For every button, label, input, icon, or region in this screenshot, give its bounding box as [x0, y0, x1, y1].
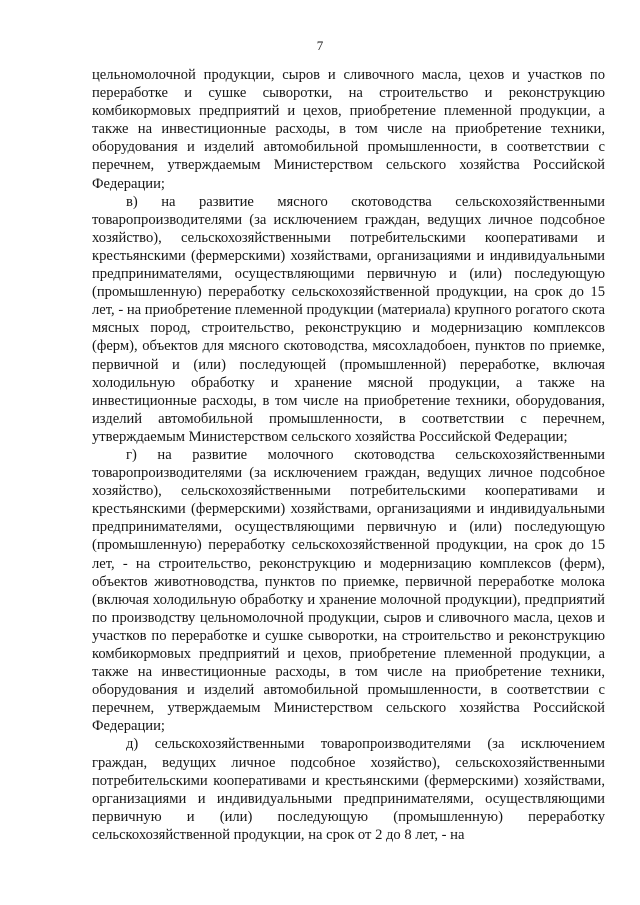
body-text: [92, 66, 605, 844]
paragraph-continuation: цельномолочной продукции, сыров и сливочного масла, цехов и участков по переработке и сушке сыворотки, на строительство и реконструкцию комбикормовых предприятий и цехов, приобретение племенной продукции, а также на инвестиционные расходы, в том числе на приобретение техники, оборудования и изделий автомобильной промышленности, в соответствии с перечнем, утверждаемым Министерством сельского хозяйства Российской Федерации;: [92, 67, 605, 192]
paragraph-item-v: в) на развитие мясного скотоводства сельскохозяйственными товаропроизводителями (за исключением граждан, ведущих личное подсобное хозяйство), сельскохозяйственными потребительскими кооперативами и крестьянскими (фермерскими) хозяйствами, организациями и индивидуальными предпринимателями, осуществляющими первичную и (или) последующую (промышленную) переработку сельскохозяйственной продукции, на срок до 15 лет, - на приобретение племенной продукции (материала) крупного рогатого скота мясных пород, строительство, реконструкцию и модернизацию комплексов (ферм), объектов для мясного скотоводства, мясохладобоен, пунктов по приемке, первичной и (или) последующей (промышленной) переработке, включая холодильную обработку и хранение мясной продукции, а также на инвестиционные расходы, в том числе на приобретение техники, оборудования, изделий автомобильной промышленности, в соответствии с перечнем, утверждаемым Министерством сельского хозяйства Российской Федерации;: [92, 193, 605, 445]
paragraph-item-d: д) сельскохозяйственными товаропроизводителями (за исключением граждан, ведущих личное подсобное хозяйство), сельскохозяйственными потребительскими кооперативами и крестьянскими (фермерскими) хозяйствами, организациями и индивидуальными предпринимателями, осуществляющими первичную и (или) последующую (промышленную) переработку сельскохозяйственной продукции, на срок от 2 до 8 лет, - на: [92, 736, 605, 843]
page-number: 7: [316, 38, 324, 53]
paragraph-item-g: г) на развитие молочного скотоводства сельскохозяйственными товаропроизводителями (за исключением граждан, ведущих личное подсобное хозяйство), сельскохозяйственными потребительскими кооперативами и крестьянскими (фермерскими) хозяйствами, организациями и индивидуальными предпринимателями, осуществляющими первичную и (или) последующую (промышленную) переработку сельскохозяйственной продукции, на срок до 15 лет, - на строительство, реконструкцию и модернизацию комплексов (ферм), объектов животноводства, пунктов по приемке, первичной переработке молока (включая холодильную обработку и хранение молочной продукции), предприятий по производству цельномолочной продукции, сыров и сливочного масла, цехов и участков по переработке и сушке сыворотки, на строительство и реконструкцию комбикормовых предприятий и цехов, приобретение племенной продукции, а также на инвестиционные расходы, в том числе на приобретение техники, оборудования и изделий автомобильной промышленности, в соответствии с перечнем, утверждаемым Министерством сельского хозяйства Российской Федерации;: [92, 446, 605, 735]
